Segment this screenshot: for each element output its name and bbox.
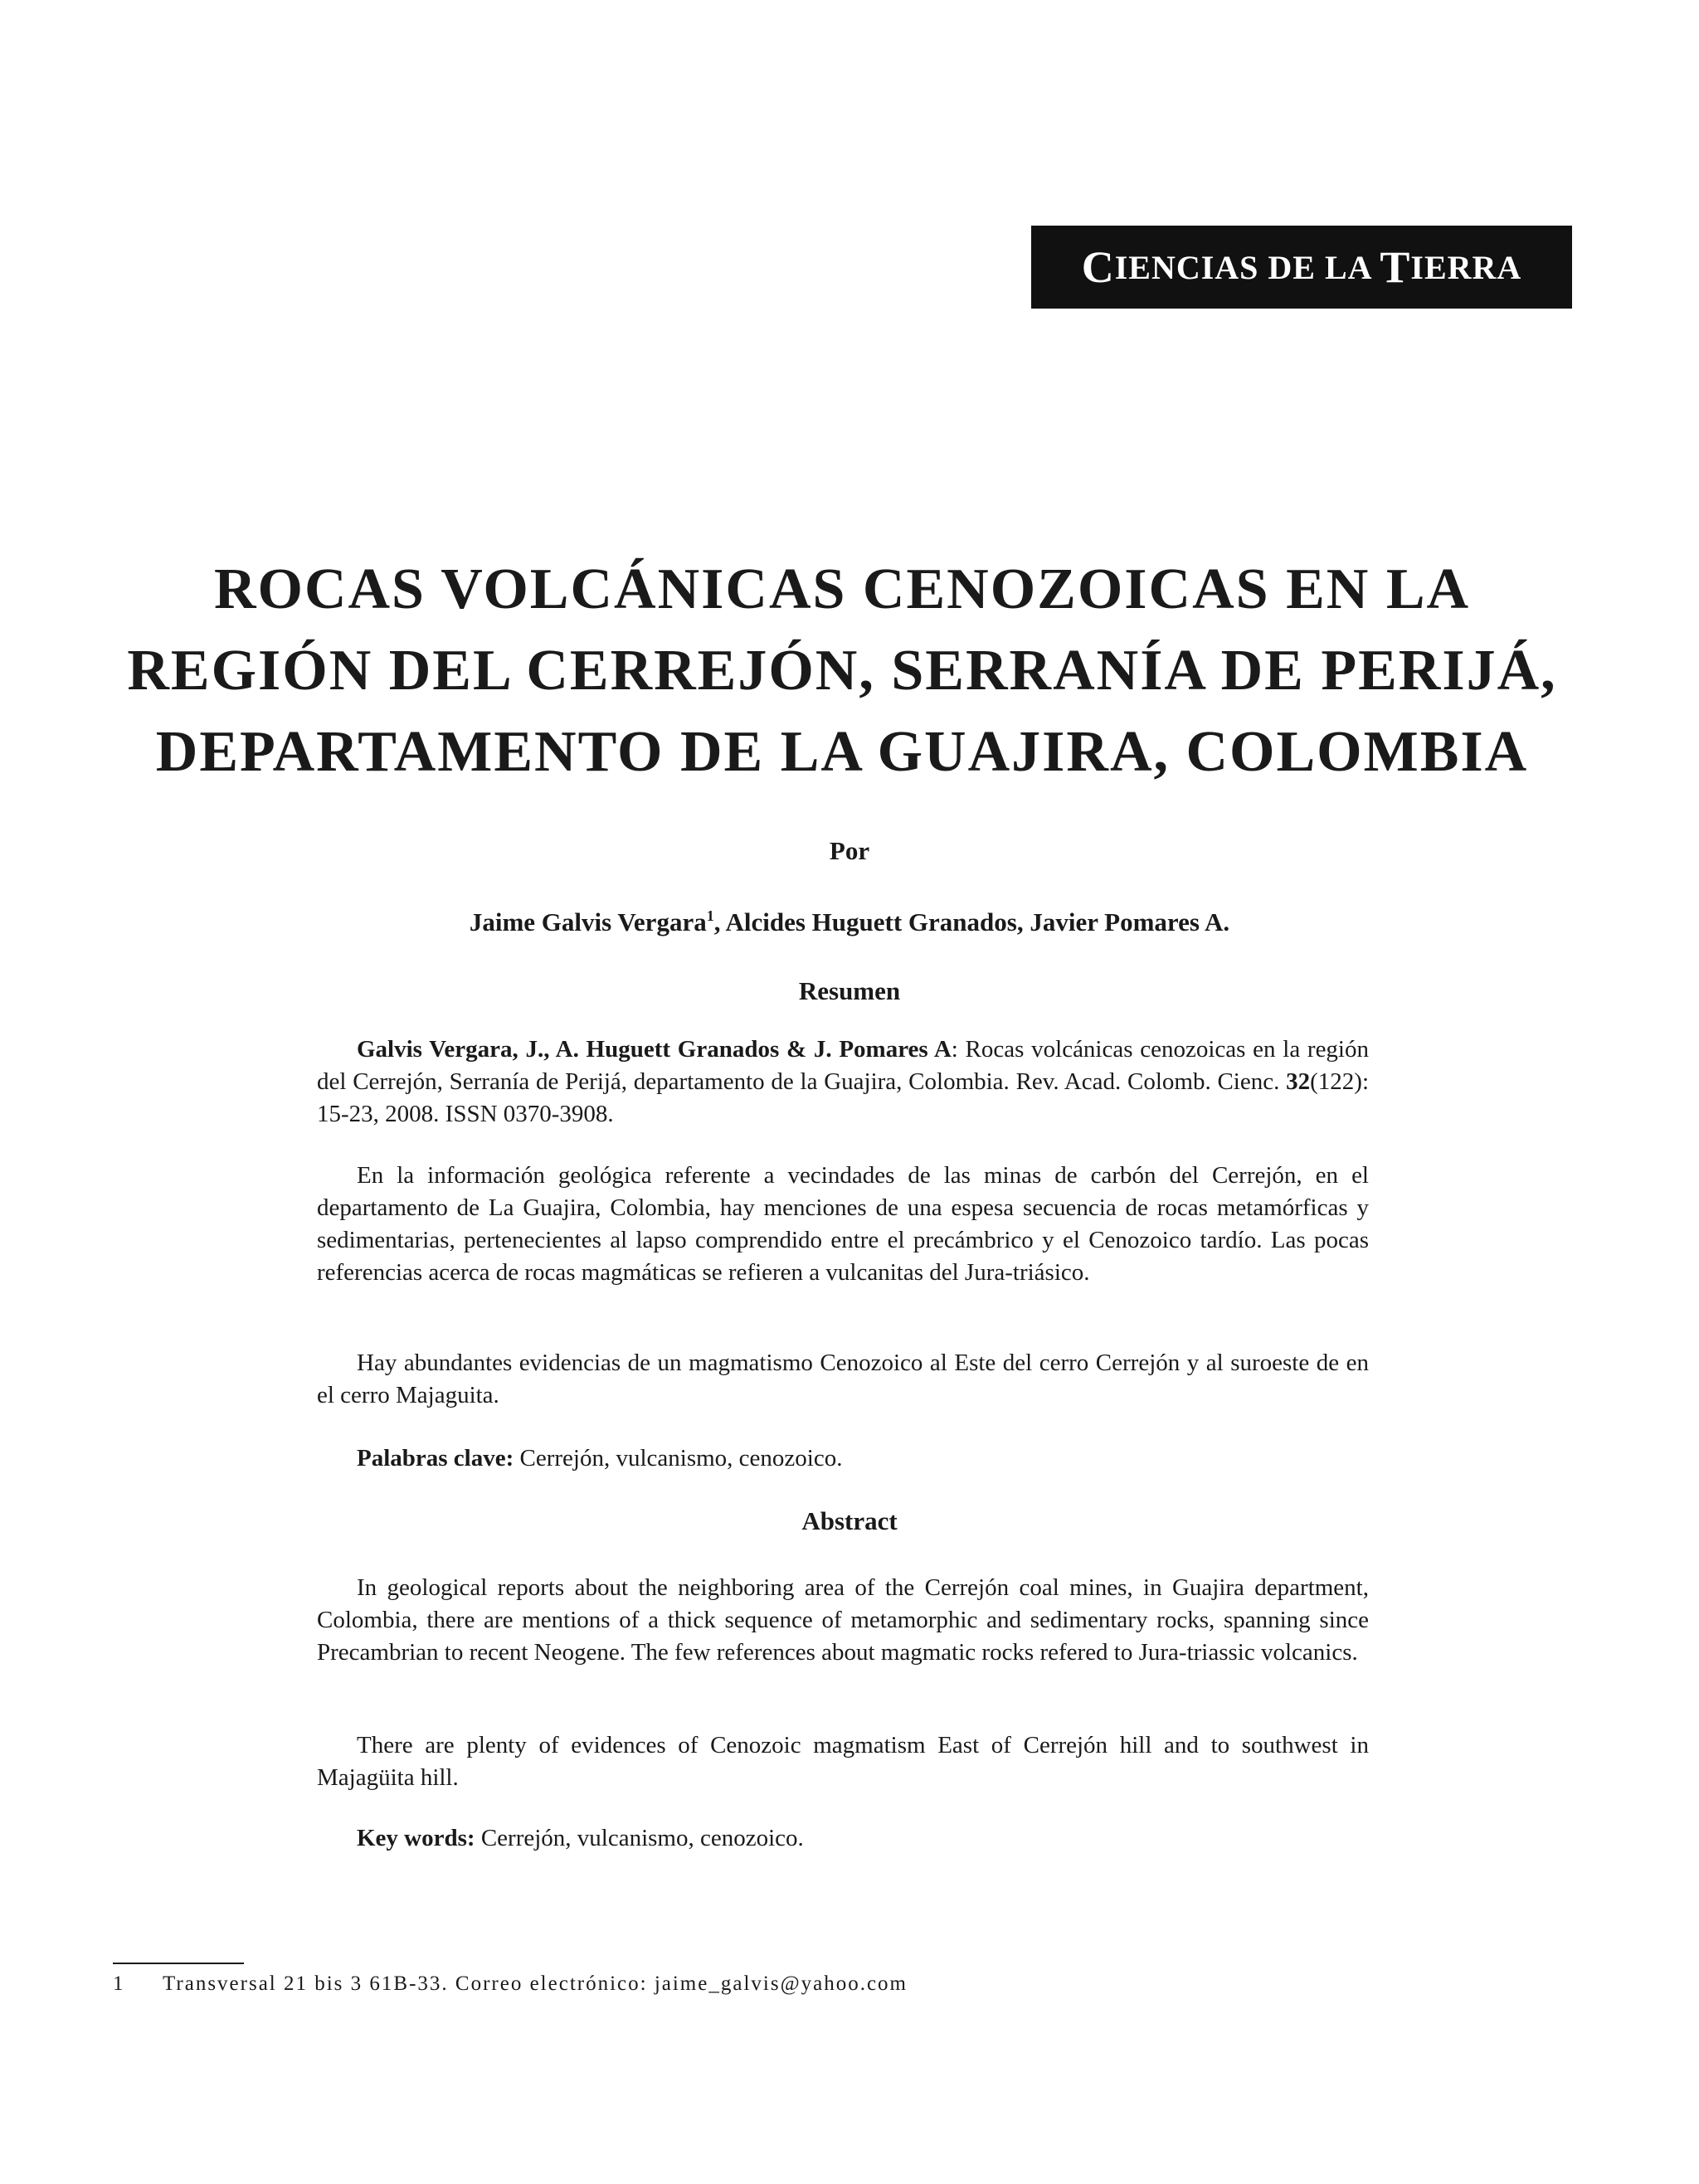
other-authors: , Alcides Huguett Granados, Javier Pomares A.	[713, 907, 1230, 936]
footnote	[113, 1968, 908, 2001]
by-label: Por	[829, 836, 870, 865]
footnote-text: Transversal 21 bis 3 61B-33. Correo electrónico: jaime_galvis@yahoo.com	[163, 1972, 908, 1995]
keywords-values: Cerrejón, vulcanismo, cenozoico.	[514, 1445, 843, 1471]
section-label-word-1: IENCIAS DE LA	[1114, 248, 1380, 286]
footnote-number: 1	[113, 1972, 125, 1995]
keywords-label: Palabras clave:	[357, 1445, 514, 1471]
first-author: Jaime Galvis Vergara	[469, 907, 707, 936]
abstract-heading: Abstract	[801, 1506, 898, 1535]
citation-text: : Rocas volcánicas cenozoicas en la región del Cerrejón, Serranía de Perijá, departamento de la Guajira, Colombia. Rev. Acad. Colomb. Cienc.	[317, 1036, 1369, 1095]
abstract-keywords	[317, 1822, 1369, 1855]
citation-pages: (122): 15-23, 2008. ISSN 0370-3908.	[317, 1068, 1369, 1127]
resumen-paragraph-1: En la información geológica referente a vecindades de las minas de carbón del Cerrejón, en el departamento de La Guajira, Colombia, hay menciones de una espesa secuencia de rocas metamórficas y sedimentarias, pertenecientes al lapso comprendido entre el precámbrico y el Cenozoico tardío. Las pocas referencias acerca de rocas magmáticas se refieren a vulcanitas del Jura-triásico.	[317, 1162, 1369, 1286]
citation-authors: Galvis Vergara, J., A. Huguett Granados & J. Pomares A	[357, 1036, 952, 1063]
key-words-values: Cerrejón, vulcanismo, cenozoico.	[475, 1825, 804, 1851]
resumen-heading: Resumen	[798, 976, 901, 1005]
abstract-paragraph-1: In geological reports about the neighboring area of the Cerrejón coal mines, in Guajira department, Colombia, there are mentions of a thick sequence of metamorphic and sedimentary rocks, spanning since Precambrian to recent Neogene. The few references about magmatic rocks refered to Jura-triassic volcanics.	[317, 1574, 1369, 1666]
author-list	[0, 907, 1699, 937]
section-label-initial-2: T	[1380, 242, 1411, 292]
article-title	[100, 549, 1585, 793]
resumen-keywords	[317, 1442, 1369, 1475]
title-line-3: DEPARTAMENTO DE LA GUAJIRA, COLOMBIA	[155, 720, 1529, 784]
title-line-1: ROCAS VOLCÁNICAS CENOZOICAS EN LA	[213, 557, 1471, 621]
title-line-2: REGIÓN DEL CERREJÓN, SERRANÍA DE PERIJÁ,	[127, 639, 1557, 703]
citation-volume: 32	[1286, 1068, 1311, 1095]
footnote-divider	[113, 1963, 244, 1964]
abstract-paragraph-2: There are plenty of evidences of Cenozoic magmatism East of Cerrejón hill and to southwest in Majagüita hill.	[317, 1732, 1369, 1791]
section-label	[1031, 226, 1572, 309]
section-label-initial-1: C	[1081, 242, 1115, 292]
footnote-marker: 1	[706, 907, 714, 924]
section-label-word-2: IERRA	[1410, 248, 1522, 286]
resumen-paragraph-2: Hay abundantes evidencias de un magmatismo Cenozoico al Este del cerro Cerrejón y al suroeste de en el cerro Majaguita.	[317, 1350, 1369, 1408]
key-words-label: Key words:	[357, 1825, 475, 1851]
citation-paragraph	[317, 1034, 1369, 1131]
